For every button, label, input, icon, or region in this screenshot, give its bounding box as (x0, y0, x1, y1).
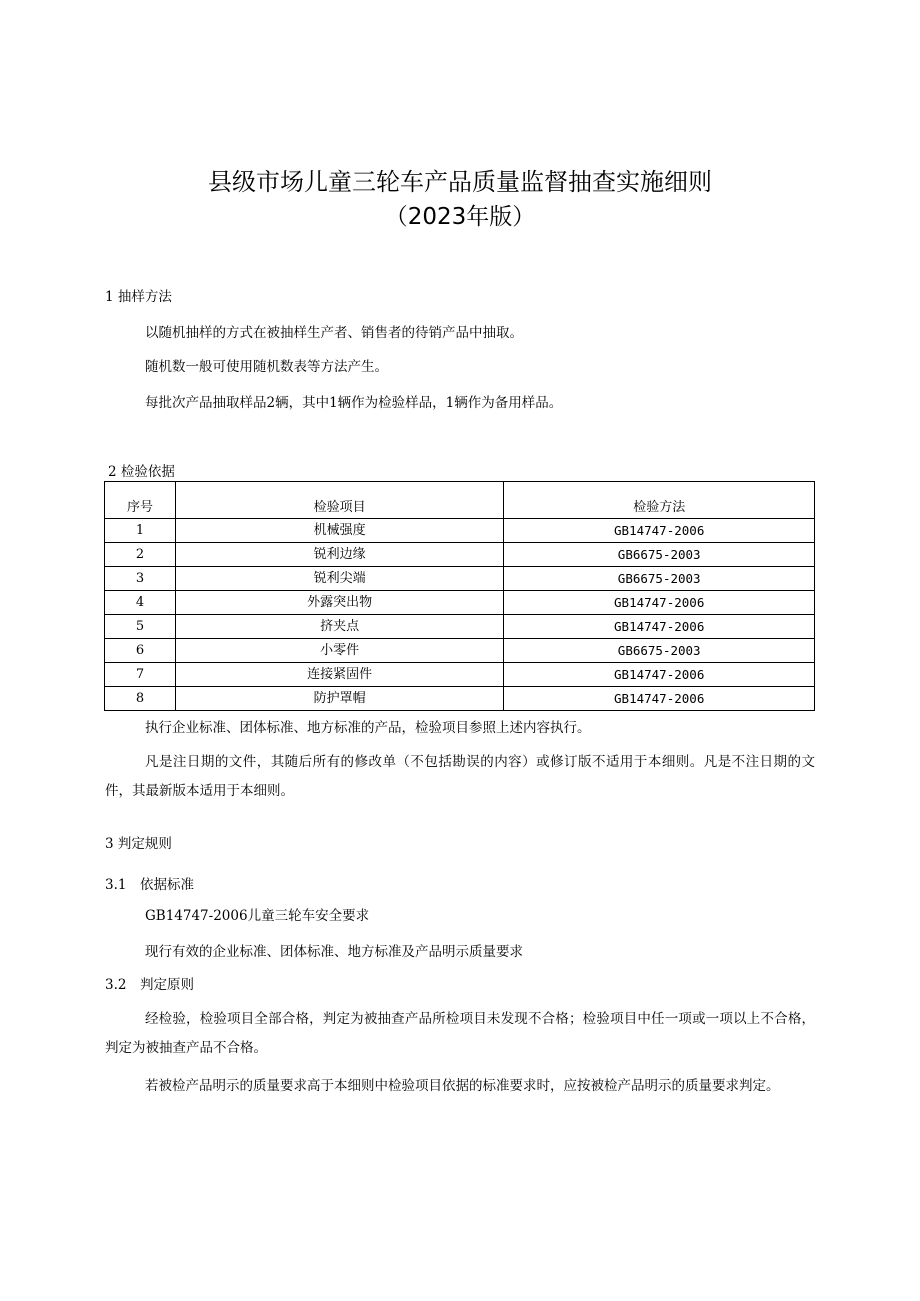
table-cell: GB14747-2006 (504, 663, 815, 687)
table-cell: 小零件 (175, 639, 503, 663)
table-cell: GB14747-2006 (504, 615, 815, 639)
table-row (105, 543, 815, 567)
table-row (105, 687, 815, 711)
table-cell: 4 (105, 591, 176, 615)
section-2-note: 凡是注日期的文件，其随后所有的修改单（不包括勘误的内容）或修订版不适用于本细则。凡是不注日期的文件，其最新版本适用于本细则。 (105, 754, 815, 799)
inspection-table (104, 481, 815, 711)
section-1-paragraph: 随机数一般可使用随机数表等方法产生。 (145, 359, 388, 375)
judgement-paragraph: 经检验，检验项目全部合格，判定为被抽查产品所检项目未发现不合格；检验项目中任一项或一项以上不合格，判定为被抽查产品不合格。 (105, 1011, 815, 1056)
section-1-paragraph: 以随机抽样的方式在被抽样生产者、销售者的待销产品中抽取。 (145, 325, 523, 341)
table-row (105, 567, 815, 591)
table-cell: 3 (105, 567, 176, 591)
section-2-note: 执行企业标准、团体标准、地方标准的产品，检验项目参照上述内容执行。 (145, 720, 591, 736)
standard-item: GB14747-2006儿童三轮车安全要求 (145, 908, 370, 924)
table-cell: 连接紧固件 (175, 663, 503, 687)
table-cell: 6 (105, 639, 176, 663)
table-cell: 5 (105, 615, 176, 639)
table-cell: 防护罩帽 (175, 687, 503, 711)
document-edition: （2023年版） (384, 204, 536, 230)
table-row (105, 639, 815, 663)
table-cell: GB14747-2006 (504, 591, 815, 615)
table-cell: GB14747-2006 (504, 687, 815, 711)
table-cell: 锐利边缘 (175, 543, 503, 567)
section-3-1-heading: 3.1 依据标准 (105, 877, 194, 893)
table-header-row (105, 482, 815, 519)
table-cell: GB14747-2006 (504, 519, 815, 543)
document-title: 县级市场儿童三轮车产品质量监督抽查实施细则 (208, 168, 712, 196)
table-cell: GB6675-2003 (504, 639, 815, 663)
judgement-paragraph: 若被检产品明示的质量要求高于本细则中检验项目依据的标准要求时，应按被检产品明示的质量要求判定。 (145, 1078, 780, 1094)
table-header-cell: 检验方法 (504, 482, 815, 519)
table-row (105, 519, 815, 543)
table-cell: 机械强度 (175, 519, 503, 543)
section-2-heading: 2 检验依据 (108, 464, 175, 480)
table-row (105, 591, 815, 615)
table-cell: GB6675-2003 (504, 567, 815, 591)
table-cell: 7 (105, 663, 176, 687)
table-header-cell: 检验项目 (175, 482, 503, 519)
table-cell: 锐利尖端 (175, 567, 503, 591)
table-row (105, 615, 815, 639)
table-cell: 挤夹点 (175, 615, 503, 639)
table-header-cell: 序号 (105, 482, 176, 519)
section-1-heading: 1 抽样方法 (105, 289, 172, 305)
section-1-paragraph: 每批次产品抽取样品2辆，其中1辆作为检验样品，1辆作为备用样品。 (145, 395, 563, 411)
section-3-2-heading: 3.2 判定原则 (105, 977, 194, 993)
standard-item: 现行有效的企业标准、团体标准、地方标准及产品明示质量要求 (145, 944, 523, 960)
table-row (105, 663, 815, 687)
table-cell: 外露突出物 (175, 591, 503, 615)
section-3-heading: 3 判定规则 (105, 836, 172, 852)
table-cell: 8 (105, 687, 176, 711)
table-cell: GB6675-2003 (504, 543, 815, 567)
table-cell: 1 (105, 519, 176, 543)
table-cell: 2 (105, 543, 176, 567)
